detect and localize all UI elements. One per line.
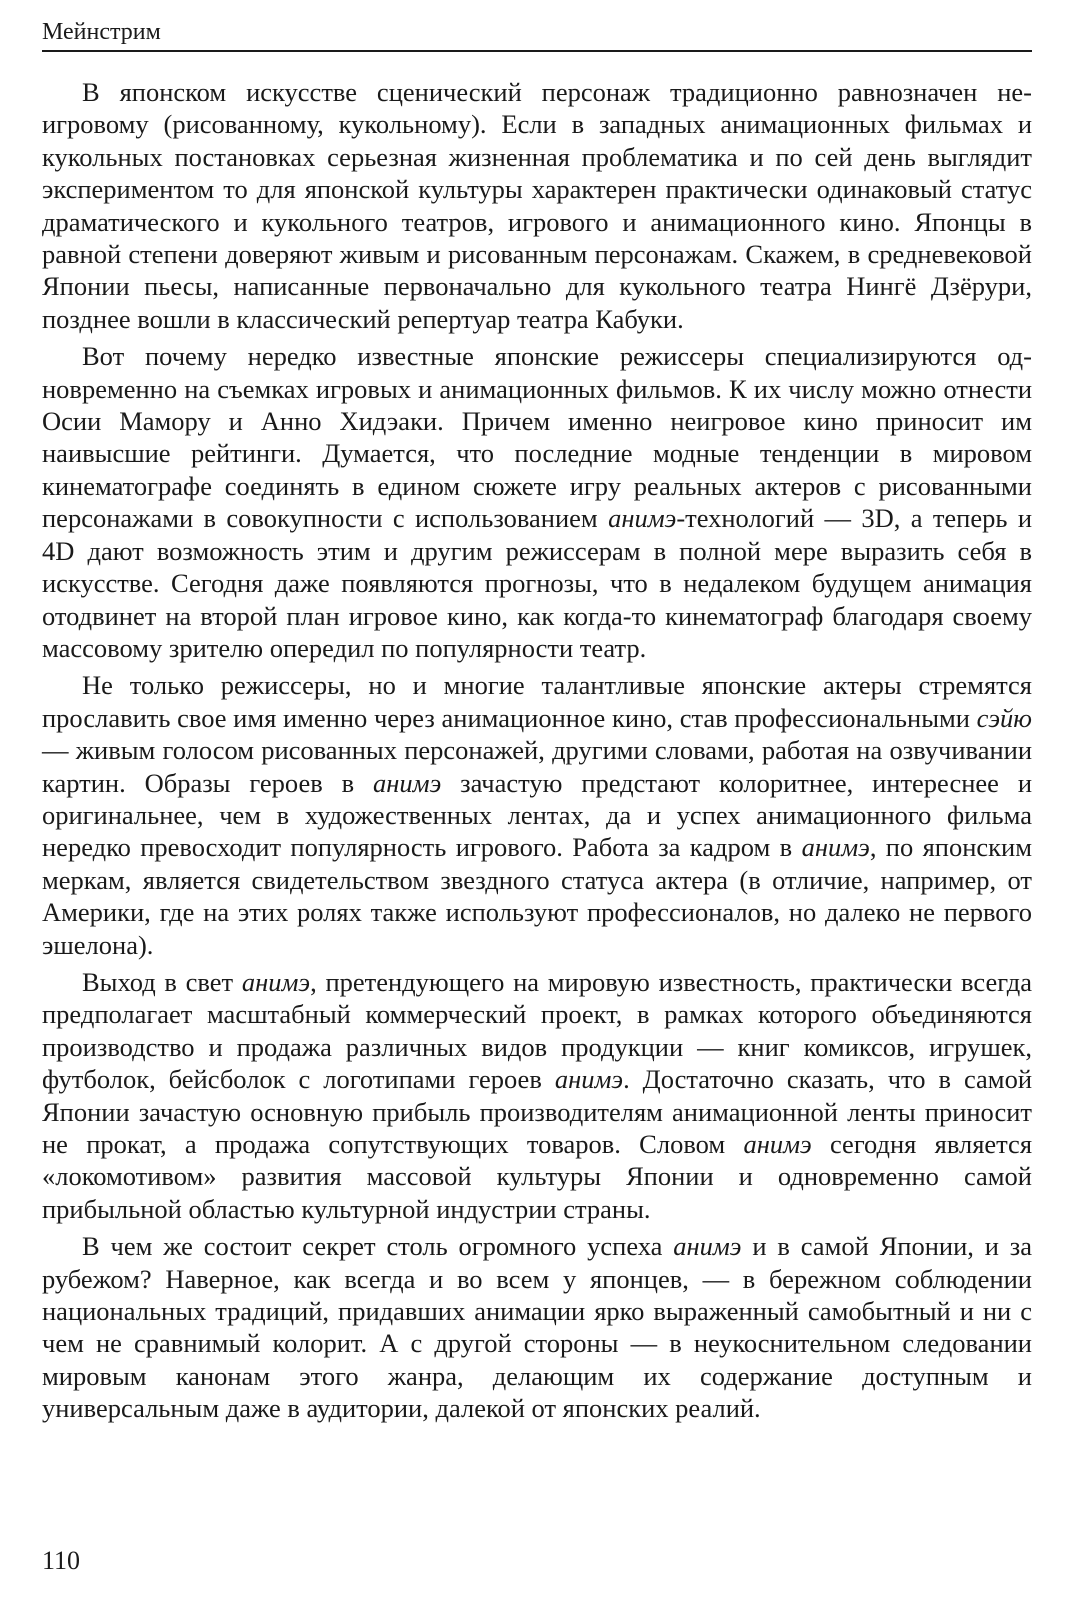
header-title: Мейнстрим: [42, 19, 161, 45]
page-number: 110: [42, 1546, 81, 1575]
italic-term: анимэ: [554, 1064, 624, 1095]
text-run: , по японским меркам, является свидетельством звездного статуса актера (в отличие, например, от Америки, где на этих ролях также используют профессионалов, но далеко не первого эшелона).: [42, 832, 1033, 960]
text-run: зачастую предстают колоритнее, интереснее и оригинальнее, чем в художественных лентах, да и успех анимационного фильма нередко превосходит популярность игрового. Работа за кадром в: [42, 767, 1032, 863]
text-run: , претендующего на мировую известность, практически всегда предполагает масштабный коммерческий проект, в рамках которого объединяются производство и продажа различных видов продукции — книг комиксов, игрушек, футболок, бейсболок с логотипами героев: [42, 966, 1032, 1095]
italic-term: анимэ: [608, 503, 677, 534]
italic-term: анимэ: [743, 1129, 812, 1159]
text-run: Выход в свет: [82, 966, 242, 997]
text-run: . Достаточно сказать, что в самой Японии зачастую основную прибыль производителям анимационной ленты приносит не прокат, а продажа сопутствующих товаров. Словом: [42, 1064, 1032, 1159]
paragraph: [42, 966, 1032, 1225]
paragraph: [42, 669, 1032, 961]
italic-term: анимэ: [673, 1231, 742, 1262]
italic-term: анимэ: [373, 767, 442, 798]
italic-term: анимэ: [241, 966, 311, 997]
text-run: и в самой Японии, и за рубежом? Наверное, как всегда и во всем у японцев, — в бережном соблюдении национальных традиций, придавших анимации ярко выраженный самобытный и ни с чем не сравнимый колорит. А с другой стороны — в неукоснительном следовании мировым канонам этого жанра, делающим их содержание доступным и универсальным даже в аудитории, далекой от японских реалий.: [42, 1231, 1032, 1424]
text-run: Вот почему нередко известные японские режиссеры специализируются одновременно на съемках игровых и анимационных фильмов. К их числу можно отнести Осии Мамору и Анно Хидэаки. Причем именно неигровое кино приносит им наивысшие рейтинги. Думается, что последние модные тенденции в мировом кинематографе соединять в едином сюжете игру реальных актеров с рисованными персонажами в совокупности с использованием: [42, 341, 1032, 534]
text-run: — живым голосом рисованных персонажей, другими словами, работая на озвучивании картин. Образы героев в: [42, 735, 1032, 798]
text-run: В чем же состоит секрет столь огромного успеха: [82, 1231, 674, 1262]
page-body: [42, 76, 1032, 1430]
running-header: [42, 14, 1032, 52]
italic-term: сэйю: [976, 702, 1032, 733]
text-run: Не только режиссеры, но и многие талантливые японские актеры стремятся прославить свое имя именно через анимационное кино, став профессиональными: [42, 670, 1032, 733]
paragraph: [42, 340, 1032, 664]
text-run: В японском искусстве сценический персонаж традиционно равнозначен неигровому (рисованному, кукольному). Если в западных анимационных фильмах и кукольных постановках серьезная жизненная проблематика и по сей день выглядит экспериментом то для японской культуры характерен практически одинаковый статус драматического и кукольного театров, игрового и анимационного кино. Японцы в равной степени доверяют живым и рисованным персонажам. Скажем, в средневековой Японии пьесы, написанные первоначально для кукольного театра Нингё Дзёрури, позднее вошли в классический репертуар театра Кабуки.: [42, 77, 1032, 334]
paragraph: [42, 1230, 1032, 1424]
paragraph: [42, 76, 1032, 335]
italic-term: анимэ: [801, 832, 870, 863]
text-run: сегодня является «локомотивом» развития массовой культуры Японии и одновременно самой прибыльной областью культурной индустрии страны.: [42, 1129, 1033, 1224]
text-run: -технологий — 3D, а теперь и 4D дают возможность этим и другим режиссерам в полной мере выразить себя в искусстве. Сегодня даже появляются прогнозы, что в недалеком будущем анимация отодвинет на второй план игровое кино, как когда-то кинематограф благодаря своему массовому зрителю опередил по популярности театр.: [42, 503, 1032, 663]
